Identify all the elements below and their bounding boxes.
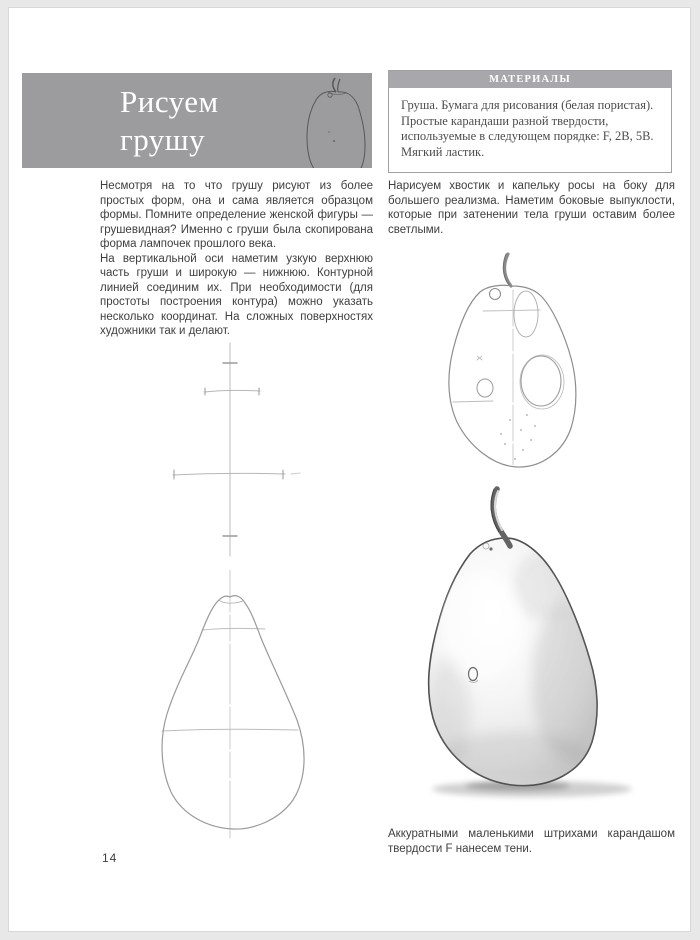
materials-box-text: Груша. Бумага для рисования (белая пористая). Простые карандаши разной твердости, используемые в следующем порядке: F, 2B, 5B. Мягкий ластик. [401,98,654,159]
pear-outline-figure [135,570,345,840]
construction-axes-figure [150,340,310,560]
pear-stem [491,489,510,546]
pear-shaded-drawing-figure [420,486,665,816]
left-paragraph-1: Несмотря на то что грушу рисуют из более простых форм, она и сама является образцом формы. Помните определение женской фигуры — грушевидная? Именно с груши была скопирована форма лампочек прошлого века. [100,180,373,250]
figure-caption [388,827,675,856]
chapter-title-line1: Рисуем [120,84,219,119]
header-pear-sketch-figure [304,75,370,168]
materials-box [388,70,672,173]
pear-blemish-dot [489,547,492,550]
left-paragraph-2: На вертикальной оси наметим узкую верхнюю часть груши и широкую — нижнюю. Контурной линией соединим их. При необходимости (для простоты построения контура) можно указать несколько координат. На сложных поверхностях художники так и делают. [100,252,373,337]
chapter-title [120,83,219,159]
left-column-text [100,179,373,339]
caption-text: Аккуратными маленькими штрихами карандашом твердости F нанесем тени. [388,828,675,855]
materials-box-header: МАТЕРИАЛЫ [389,71,671,88]
page-number: 14 [102,851,118,865]
right-paragraph-1: Нарисуем хвостик и капельку росы на боку для большего реализма. Наметим боковые выпуклости, которые при затенении тела груши оставим более светлыми. [388,180,675,236]
chapter-title-band [22,73,372,168]
right-column-text [388,179,675,237]
pear-line-drawing-figure [435,250,640,482]
chapter-title-line2: грушу [120,122,206,157]
